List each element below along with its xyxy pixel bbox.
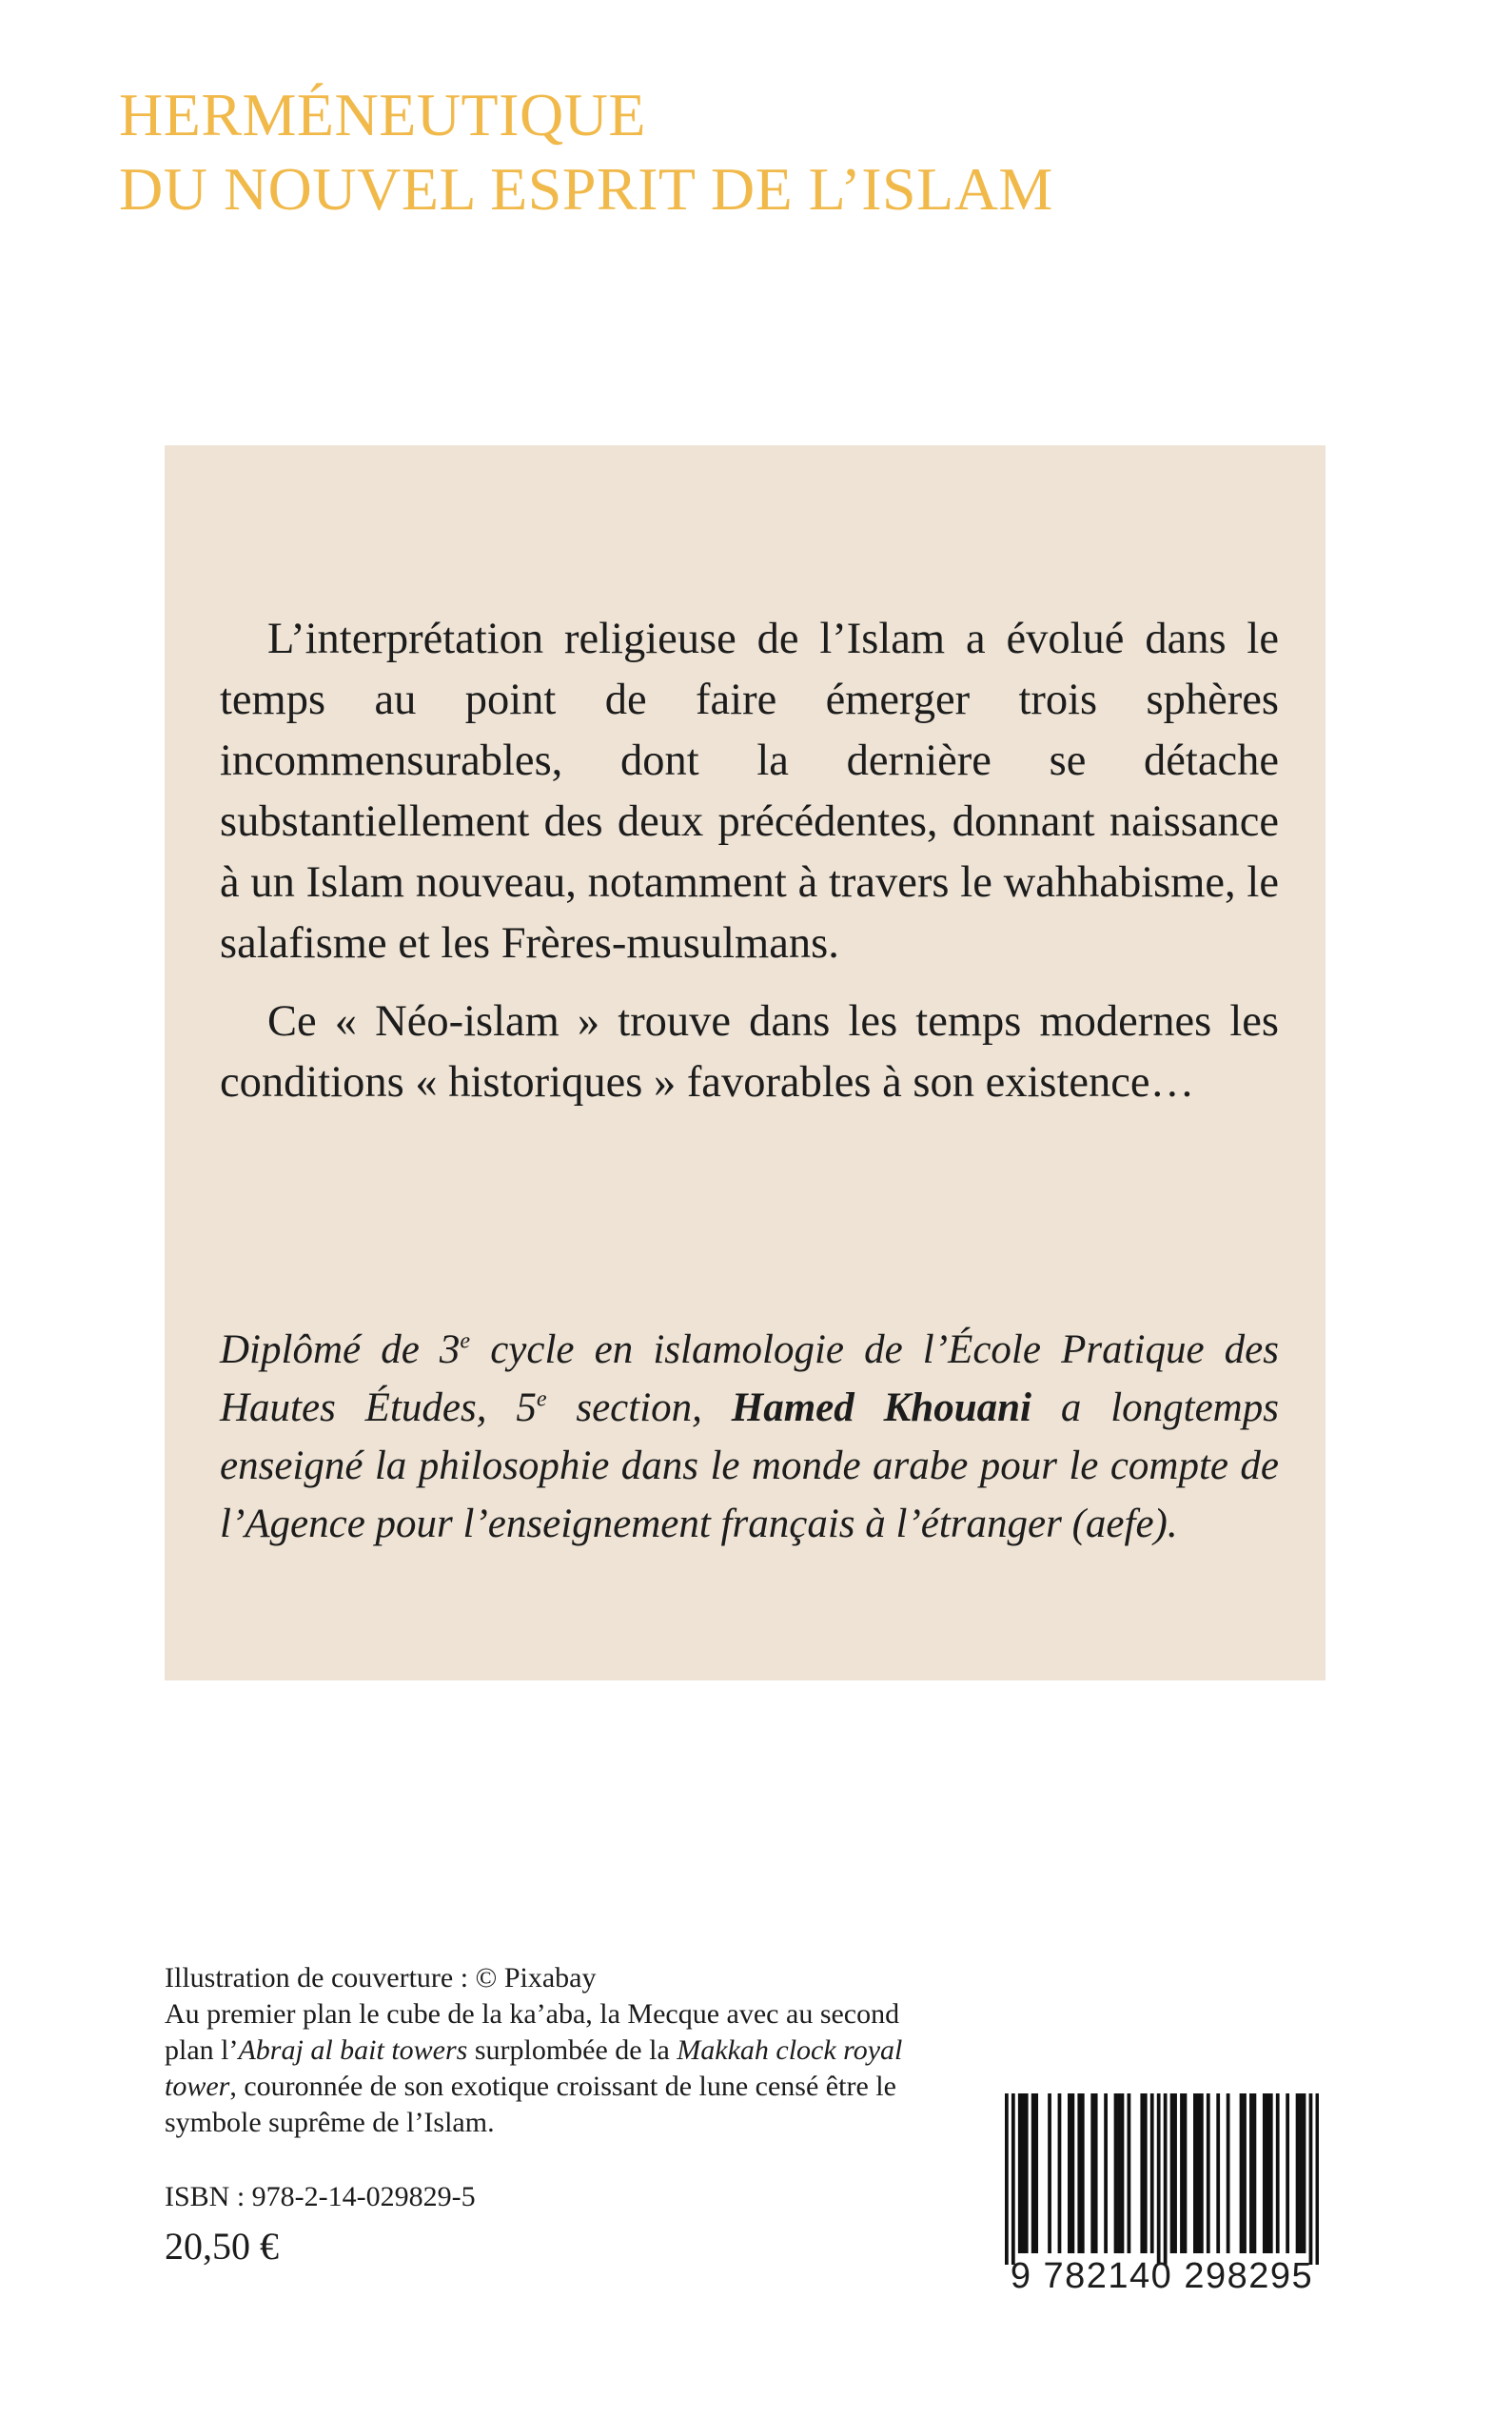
barcode-bar <box>1164 2093 1168 2265</box>
book-title <box>119 78 1053 226</box>
barcode-bar <box>1263 2093 1267 2253</box>
author-name: Hamed Khouani <box>731 1385 1031 1430</box>
isbn: ISBN : 978-2-14-029829-5 <box>165 2181 476 2212</box>
summary-paragraph-1: L’interprétation religieuse de l’Islam a évolué dans le temps au point de faire émerger trois sphères incommensurables, dont la dernière se détache substantiellement des deux précédentes, donnant naissance à un Islam nouveau, notamment à travers le wahhabisme, le salafisme et les Frères-musulmans. <box>220 615 1279 968</box>
credit-text: plan l’ <box>165 2034 239 2066</box>
barcode-bar <box>1207 2093 1210 2253</box>
barcode-bar <box>1121 2093 1125 2253</box>
barcode-bar <box>1193 2093 1197 2253</box>
cover-credit <box>165 1960 903 2141</box>
barcode-bar <box>1303 2093 1306 2253</box>
barcode-bar <box>1031 2093 1035 2253</box>
barcode-bar <box>1216 2093 1220 2253</box>
barcode-bar <box>1299 2093 1303 2253</box>
barcode-bar <box>1117 2093 1121 2253</box>
barcode-bar <box>1048 2093 1051 2253</box>
barcode-digits: 9 782140 298295 <box>1010 2256 1314 2296</box>
barcode-bar <box>1173 2093 1177 2253</box>
barcode-bar <box>1227 2093 1230 2253</box>
barcode-bar <box>1170 2093 1174 2253</box>
barcode-bar <box>1094 2093 1098 2253</box>
barcode-bar <box>1249 2093 1253 2253</box>
barcode-bar <box>1011 2093 1015 2265</box>
bio-text: cycle en islamologie de l’École Pratique des Hautes Études, 5 <box>220 1327 1279 1430</box>
barcode-bar <box>1077 2093 1081 2253</box>
bio-text: section, <box>546 1385 732 1430</box>
barcode-bar <box>1157 2093 1161 2265</box>
barcode-bar <box>1286 2093 1289 2253</box>
barcode-bar <box>1140 2093 1144 2253</box>
barcode-bar <box>1316 2093 1319 2265</box>
barcode-bar <box>1266 2093 1269 2253</box>
barcode-bar <box>1196 2093 1200 2253</box>
credit-line-2: Au premier plan le cube de la ka’aba, la Mecque avec au second <box>165 1998 900 2030</box>
barcode-bar <box>1018 2093 1022 2253</box>
credit-line-1: Illustration de couverture : © Pixabay <box>165 1962 597 1994</box>
credit-line-4 <box>165 2069 896 2105</box>
barcode-bar <box>1081 2093 1085 2253</box>
credit-text: , couronnée de son exotique croissant de lune censé être le <box>229 2071 896 2102</box>
barcode-bar <box>1104 2093 1108 2253</box>
author-bio <box>220 1321 1279 1553</box>
credit-text: surplombée de la <box>467 2034 677 2066</box>
barcode-bars <box>1005 2093 1319 2265</box>
barcode-bar <box>1240 2093 1244 2253</box>
barcode-bar <box>1021 2093 1025 2253</box>
barcode-bar <box>1253 2093 1257 2253</box>
barcode-bar <box>1309 2093 1313 2265</box>
bio-text: Diplômé de 3 <box>220 1327 461 1372</box>
barcode-bar <box>1128 2093 1131 2253</box>
summary-text <box>220 609 1279 1130</box>
credit-line-3 <box>165 2033 903 2069</box>
price: 20,50 € <box>165 2225 279 2268</box>
bio-text: a longtemps enseigné la philosophie dans le monde arabe pour le compte de l’Agence pour l’enseignement français à l’étranger (aefe). <box>220 1385 1279 1546</box>
barcode <box>1005 2093 1319 2265</box>
barcode-bar <box>1269 2093 1273 2253</box>
credit-line-5: symbole suprême de l’Islam. <box>165 2107 495 2138</box>
barcode-bar <box>1200 2093 1204 2253</box>
barcode-bar <box>1144 2093 1148 2253</box>
barcode-bar <box>1058 2093 1062 2253</box>
credit-italic: Makkah clock royal <box>677 2034 903 2066</box>
bio-superscript: e <box>460 1328 471 1354</box>
bio-superscript: e <box>536 1386 547 1412</box>
barcode-bar <box>1184 2093 1188 2253</box>
title-line-2: DU NOUVEL ESPRIT DE L’ISLAM <box>119 155 1053 223</box>
summary-paragraph-2: Ce « Néo-islam » trouve dans les temps modernes les conditions « historiques » favorables à son existence… <box>220 997 1279 1107</box>
credit-italic: tower <box>165 2071 230 2102</box>
title-line-1: HERMÉNEUTIQUE <box>119 81 646 148</box>
barcode-bar <box>1025 2093 1029 2253</box>
barcode-bar <box>1243 2093 1247 2253</box>
barcode-bar <box>1296 2093 1300 2253</box>
barcode-bar <box>1070 2093 1074 2253</box>
barcode-bar <box>1276 2093 1280 2253</box>
summary-panel <box>165 445 1325 1680</box>
credit-italic: Abraj al bait towers <box>238 2034 468 2066</box>
barcode-bar <box>1180 2093 1184 2253</box>
barcode-bar <box>1114 2093 1118 2253</box>
barcode-bar <box>1068 2093 1071 2253</box>
barcode-bar <box>1090 2093 1094 2253</box>
barcode-bar <box>1150 2093 1154 2253</box>
barcode-bar <box>1034 2093 1038 2253</box>
barcode-bar <box>1005 2093 1009 2265</box>
